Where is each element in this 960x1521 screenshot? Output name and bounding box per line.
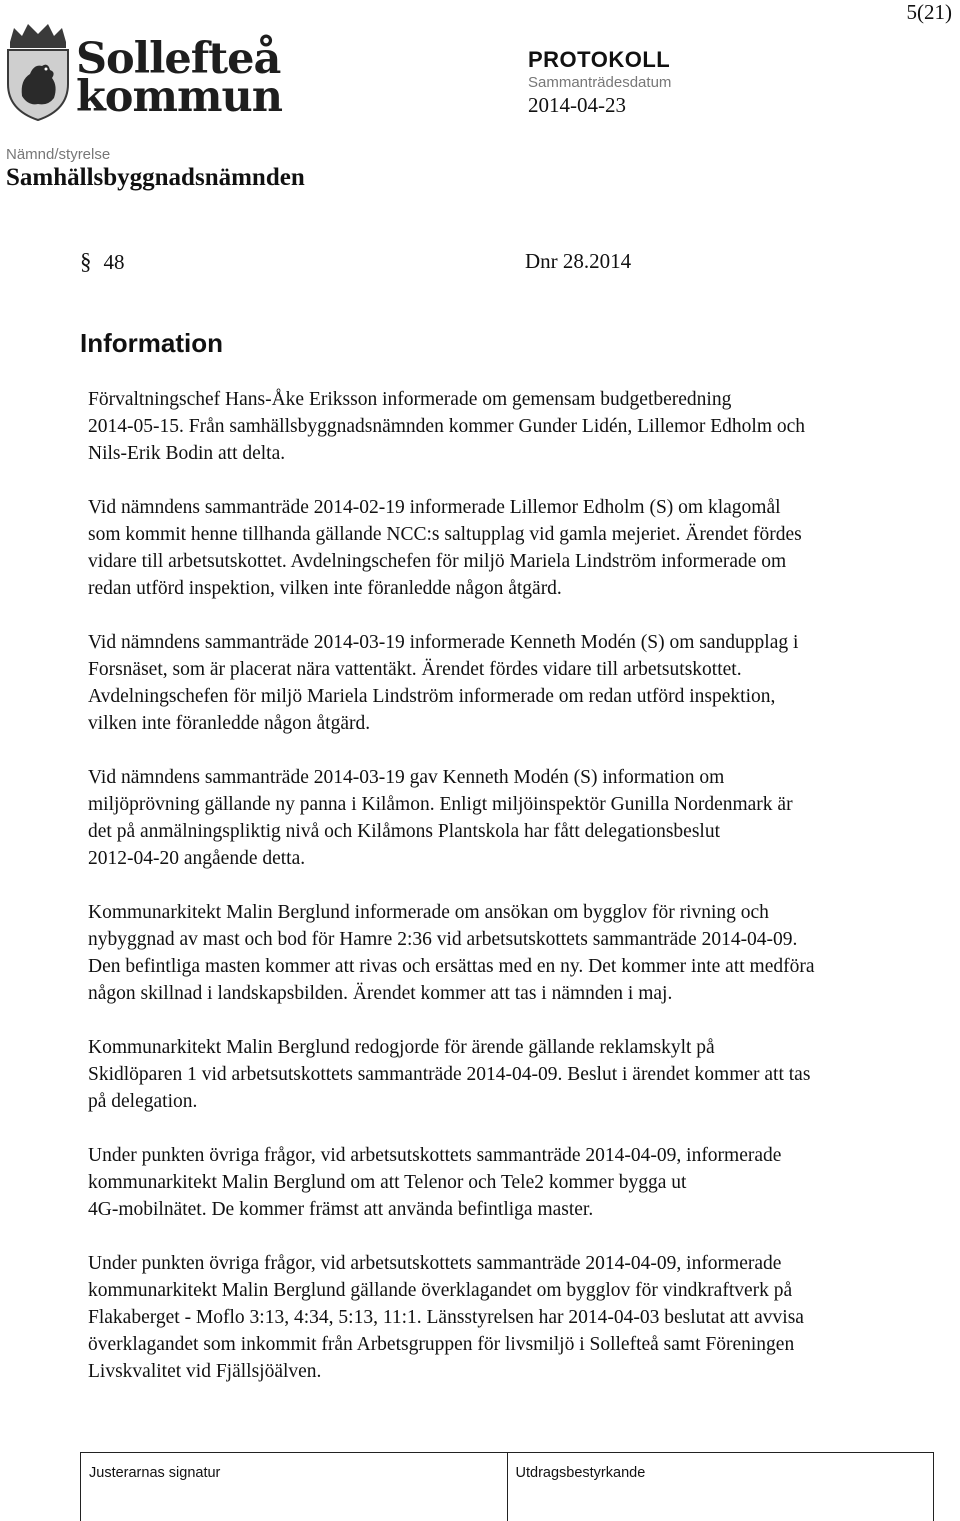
paragraph-line: redan utförd inspektion, vilken inte föranledde någon åtgärd. <box>88 578 562 599</box>
paragraph-line: någon skillnad i landskapsbilden. Ärendet kommer att tas i nämnden i maj. <box>88 983 673 1004</box>
municipality-logo <box>4 18 282 128</box>
signature-label: Justerarnas signatur <box>89 1465 221 1481</box>
paragraph-line: kommunarkitekt Malin Berglund gällande överklagandet om bygglov för vindkraftverk på <box>88 1280 793 1301</box>
section-number-value: 48 <box>103 250 125 274</box>
paragraph-line: Livskvalitet vid Fjällsjöälven. <box>88 1361 322 1382</box>
paragraph-line: 2012-04-20 angående detta. <box>88 848 306 869</box>
dnr-reference: Dnr 28.2014 <box>525 249 632 273</box>
logo-line-2: kommun <box>76 72 282 122</box>
section-title: Information <box>80 328 223 358</box>
paragraph-line: Vid nämndens sammanträde 2014-03-19 informerade Kenneth Modén (S) om sandupplag i <box>88 632 799 653</box>
signature-cell <box>81 1453 507 1521</box>
paragraph-line: Den befintliga masten kommer att rivas och ersättas med en ny. Det kommer inte att medföra <box>88 956 815 977</box>
paragraph-line: som kommit henne tillhanda gällande NCC:s saltupplag vid gamla mejeriet. Ärendet fördes <box>88 524 802 545</box>
board-name: Samhällsbyggnadsnämnden <box>6 164 305 191</box>
paragraph-line: kommunarkitekt Malin Berglund om att Telenor och Tele2 kommer bygga ut <box>88 1172 687 1193</box>
section-number <box>80 249 125 275</box>
paragraph-line: miljöprövning gällande ny panna i Kilåmon. Enligt miljöinspektör Gunilla Nordenmark är <box>88 794 793 815</box>
paragraph-line: på delegation. <box>88 1091 198 1112</box>
paragraph-line: överklagandet som inkommit från Arbetsgruppen för livsmiljö i Sollefteå samt Föreningen <box>88 1334 795 1355</box>
paragraph-line: Nils-Erik Bodin att delta. <box>88 443 286 464</box>
paragraph-line: Forsnäset, som är placerat nära vattentäkt. Ärendet fördes vidare till arbetsutskottet. <box>88 659 742 680</box>
logo-line-1: Sollefteå <box>76 34 281 84</box>
paragraph-line: Vid nämndens sammanträde 2014-03-19 gav Kenneth Modén (S) information om <box>88 767 725 788</box>
meeting-date: 2014-04-23 <box>528 93 626 117</box>
paragraph <box>88 764 960 872</box>
paragraph-line: Skidlöparen 1 vid arbetsutskottets sammanträde 2014-04-09. Beslut i ärendet kommer att tas <box>88 1064 811 1085</box>
protocol-title: PROTOKOLL <box>528 47 671 72</box>
paragraph-line: Under punkten övriga frågor, vid arbetsutskottets sammanträde 2014-04-09, informerade <box>88 1145 782 1166</box>
paragraph <box>88 899 960 1007</box>
logo-wordmark <box>76 34 282 122</box>
document-body <box>88 386 960 1412</box>
paragraph-line: Kommunarkitekt Malin Berglund informerade om ansökan om bygglov för rivning och <box>88 902 769 923</box>
page-number: 5(21) <box>906 0 952 24</box>
paragraph-line: 2014-05-15. Från samhällsbyggnadsnämnden kommer Gunder Lidén, Lillemor Edholm och <box>88 416 806 437</box>
paragraph-line: nybyggnad av mast och bod för Hamre 2:36 vid arbetsutskottets sammanträde 2014-04-09. <box>88 929 798 950</box>
paragraph-line: 4G-mobilnätet. De kommer främst att använda befintliga master. <box>88 1199 594 1220</box>
paragraph <box>88 1250 960 1385</box>
board-label: Nämnd/styrelse <box>6 146 111 163</box>
certification-cell <box>507 1453 934 1521</box>
coat-of-arms-icon <box>4 22 72 122</box>
certification-label: Utdragsbestyrkande <box>515 1465 646 1481</box>
paragraph-line: Avdelningschefen för miljö Mariela Lindström informerade om redan utförd inspektion, <box>88 686 776 707</box>
paragraph-line: vilken inte föranledde någon åtgärd. <box>88 713 371 734</box>
paragraph-symbol-icon: § <box>80 249 92 274</box>
paragraph-line: Under punkten övriga frågor, vid arbetsutskottets sammanträde 2014-04-09, informerade <box>88 1253 782 1274</box>
paragraph-line: Kommunarkitekt Malin Berglund redogjorde för ärende gällande reklamskylt på <box>88 1037 715 1058</box>
paragraph-line: vidare till arbetsutskottet. Avdelningschefen för miljö Mariela Lindström informerade om <box>88 551 787 572</box>
paragraph-line: det på anmälningspliktig nivå och Kilåmons Plantskola har fått delegationsbeslut <box>88 821 720 842</box>
meeting-date-label: Sammanträdesdatum <box>528 74 672 91</box>
paragraph-line: Förvaltningschef Hans-Åke Eriksson informerade om gemensam budgetberedning <box>88 389 732 410</box>
paragraph-line: Flakaberget - Moflo 3:13, 4:34, 5:13, 11:1. Länsstyrelsen har 2014-04-03 beslutat att avvisa <box>88 1307 804 1328</box>
paragraph <box>88 494 960 602</box>
paragraph <box>88 1034 960 1115</box>
paragraph <box>88 386 960 467</box>
paragraph <box>88 1142 960 1223</box>
paragraph-line: Vid nämndens sammanträde 2014-02-19 informerade Lillemor Edholm (S) om klagomål <box>88 497 781 518</box>
paragraph <box>88 629 960 737</box>
footer-table <box>80 1452 934 1521</box>
